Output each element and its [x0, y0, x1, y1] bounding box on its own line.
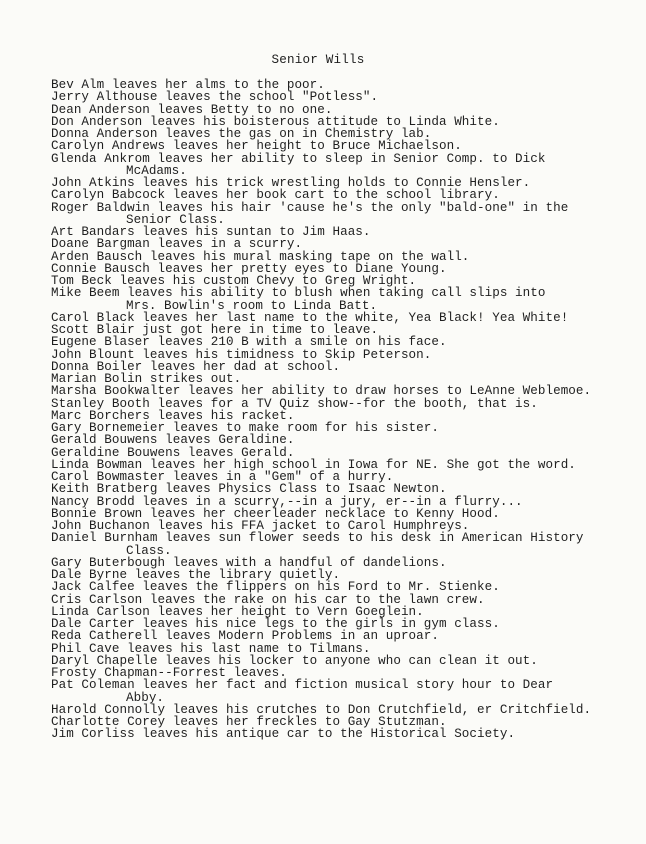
- will-text: Glenda Ankrom leaves her ability to sleep in Senior Comp. to Dick: [51, 151, 546, 166]
- will-continuation: Class.: [126, 543, 172, 558]
- will-continuation: McAdams.: [126, 163, 187, 178]
- will-text: Don Anderson leaves his boisterous attitude to Linda White.: [51, 114, 500, 129]
- will-text: Donna Anderson leaves the gas on in Chemistry lab.: [51, 127, 432, 141]
- will-text: John Atkins leaves his trick wrestling holds to Connie Hensler.: [51, 176, 531, 190]
- will-text: Bonnie Brown leaves her cheerleader necklace to Kenny Hood.: [51, 506, 500, 521]
- will-text: Frosty Chapman--Forrest leaves.: [51, 666, 287, 680]
- will-text: Art Bandars leaves his suntan to Jim Haas.: [51, 225, 371, 239]
- will-text: Tom Beck leaves his custom Chevy to Greg Wright.: [51, 274, 417, 288]
- will-text: Linda Bowman leaves her high school in Iowa for NE. She got the word.: [51, 457, 576, 472]
- will-text: Charlotte Corey leaves her freckles to Gay Stutzman.: [51, 715, 447, 729]
- will-text: Keith Bratberg leaves Physics Class to Isaac Newton.: [51, 482, 447, 497]
- will-text: John Blount leaves his timidness to Skip Peterson.: [51, 347, 432, 362]
- will-text: Gerald Bouwens leaves Geraldine.: [51, 433, 295, 448]
- will-text: Marsha Bookwalter leaves her ability to draw horses to LeAnne Weblemoe.: [51, 384, 592, 399]
- will-text: Pat Coleman leaves her fact and fiction musical story hour to Dear: [51, 678, 554, 693]
- will-text: Cris Carlson leaves the rake on his car to the lawn crew.: [51, 592, 485, 607]
- will-text: Connie Bausch leaves her pretty eyes to Diane Young.: [51, 261, 447, 276]
- will-text: Marian Bolin strikes out.: [51, 372, 242, 386]
- will-text: Roger Baldwin leaves his hair 'cause he's the only "bald-one" in the: [51, 200, 569, 215]
- document-title: Senior Wills: [271, 53, 365, 67]
- will-entry: [51, 287, 641, 312]
- will-text: Carol Black leaves her last name to the white, Yea Black! Yea White!: [51, 310, 569, 325]
- will-entry: [51, 202, 641, 227]
- will-text: Carolyn Andrews leaves her height to Bruce Michaelson.: [51, 139, 462, 154]
- will-continuation: Senior Class.: [126, 212, 225, 227]
- will-entry: [51, 532, 641, 557]
- will-text: Harold Connolly leaves his crutches to Don Crutchfield, er Critchfield.: [51, 702, 592, 717]
- will-text: Stanley Booth leaves for a TV Quiz show--for the booth, that is.: [51, 396, 538, 411]
- will-text: Jim Corliss leaves his antique car to the Historical Society.: [51, 727, 516, 742]
- will-text: Dean Anderson leaves Betty to no one.: [51, 102, 333, 117]
- will-text: Mike Beem leaves his ability to blush when taking call slips into: [51, 286, 546, 301]
- wills-list: [51, 79, 641, 741]
- will-text: Carol Bowmaster leaves in a "Gem" of a hurry.: [51, 470, 394, 484]
- will-text: Arden Bausch leaves his mural masking tape on the wall.: [51, 249, 470, 264]
- will-text: Dale Carter leaves his nice legs to the girls in gym class.: [51, 617, 500, 631]
- will-continuation: Abby.: [126, 690, 165, 705]
- will-continuation: Mrs. Bowlin's room to Linda Batt.: [126, 298, 378, 313]
- will-text: Phil Cave leaves his last name to Tilmans.: [51, 641, 371, 656]
- will-text: Scott Blair just got here in time to leave.: [51, 323, 379, 337]
- will-text: Dale Byrne leaves the library quietly.: [51, 568, 341, 582]
- will-text: Daniel Burnham leaves sun flower seeds to his desk in American History: [51, 531, 584, 546]
- will-text: Bev Alm leaves her alms to the poor.: [51, 78, 325, 92]
- will-entry: [51, 728, 641, 740]
- will-text: Gary Bornemeier leaves to make room for his sister.: [51, 421, 439, 435]
- will-text: Marc Borchers leaves his racket.: [51, 408, 295, 423]
- will-text: Eugene Blaser leaves 210 B with a smile on his face.: [51, 335, 447, 350]
- will-text: Doane Bargman leaves in a scurry.: [51, 237, 303, 252]
- will-entry: [51, 153, 641, 178]
- will-text: Reda Catherell leaves Modern Problems in an uproar.: [51, 629, 439, 644]
- will-text: Linda Carlson leaves her height to Vern Goeglein.: [51, 604, 424, 619]
- will-text: Daryl Chapelle leaves his locker to anyone who can clean it out.: [51, 653, 538, 668]
- will-entry: [51, 679, 641, 704]
- will-text: Nancy Brodd leaves in a scurry,--in a jury, er--in a flurry...: [51, 494, 523, 509]
- will-text: Gary Buterbough leaves with a handful of dandelions.: [51, 555, 447, 570]
- will-text: Carolyn Babcock leaves her book cart to the school library.: [51, 188, 500, 203]
- will-text: John Buchanon leaves his FFA jacket to Carol Humphreys.: [51, 519, 470, 533]
- will-text: Geraldine Bouwens leaves Gerald.: [51, 445, 295, 460]
- will-text: Jerry Althouse leaves the school "Potless".: [51, 90, 379, 105]
- will-text: Donna Boiler leaves her dad at school.: [51, 359, 341, 374]
- will-text: Jack Calfee leaves the flippers on his Ford to Mr. Stienke.: [51, 580, 500, 595]
